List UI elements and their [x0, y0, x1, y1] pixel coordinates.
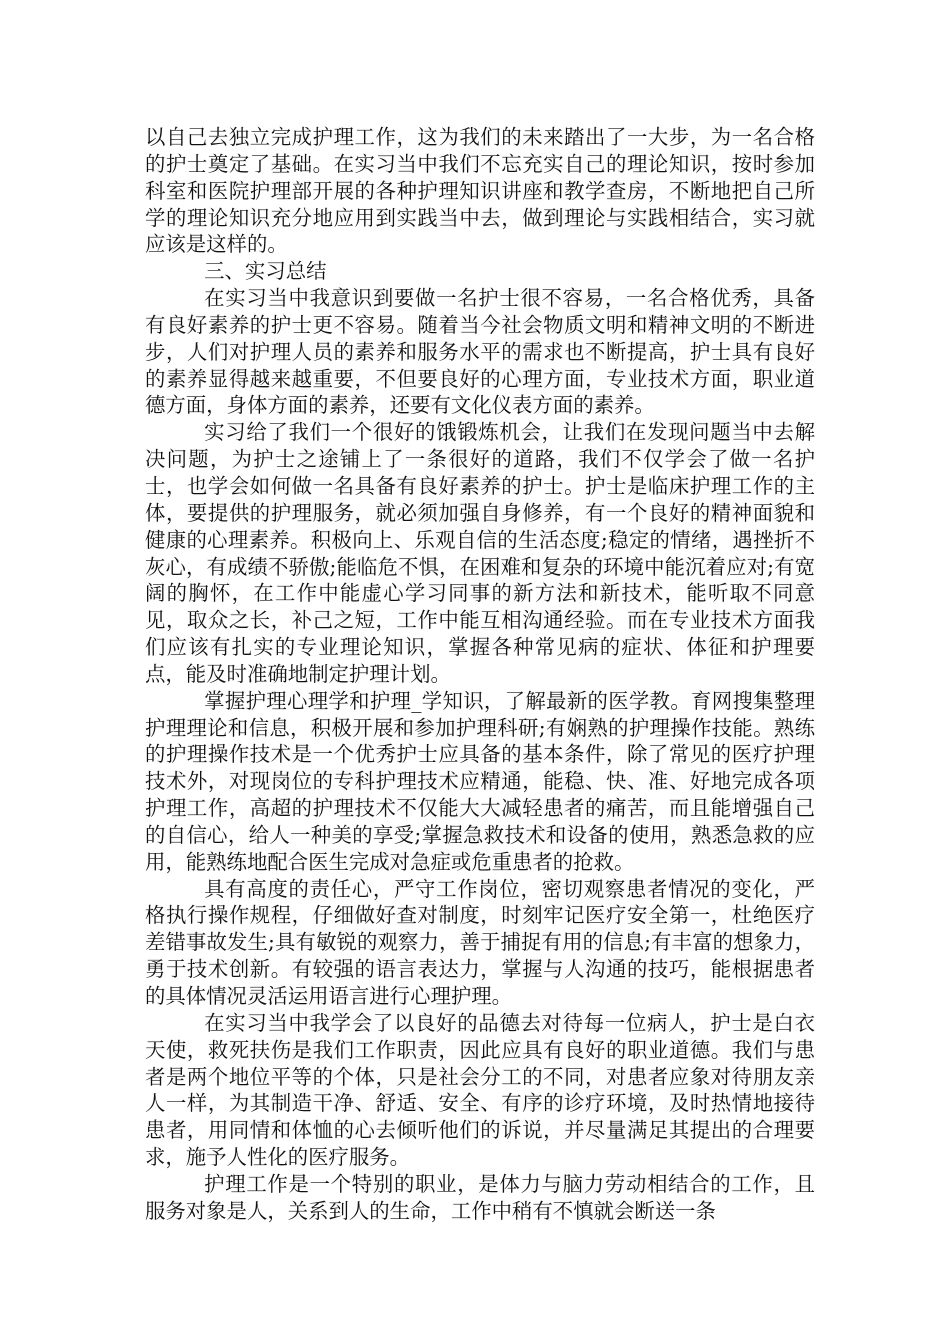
paragraph: 在实习当中我意识到要做一名护士很不容易，一名合格优秀，具备有良好素养的护士更不容易。随着当今社会物质文明和精神文明的不断进步，人们对护理人员的素养和服务水平的需求也不断提高，护士具有良好的素养显得越来越重要，不但要良好的心理方面，专业技术方面，职业道德方面，身体方面的素养，还要有文化仪表方面的素养。	[145, 286, 815, 418]
paragraph-intro: 以自己去独立完成护理工作，这为我们的未来踏出了一大步，为一名合格的护士奠定了基础。在实习当中我们不忘充实自己的理论知识，按时参加科室和医院护理部开展的各种护理知识讲座和教学查房，不断地把自己所学的理论知识充分地应用到实践当中去，做到理论与实践相结合，实习就应该是这样的。	[145, 125, 815, 257]
paragraph: 护理工作是一个特别的职业，是体力与脑力劳动相结合的工作，且服务对象是人，关系到人的生命，工作中稍有不慎就会断送一条	[145, 1171, 815, 1223]
paragraph: 实习给了我们一个很好的饿锻炼机会，让我们在发现问题当中去解决问题，为护士之途铺上了一条很好的道路，我们不仅学会了做一名护士，也学会如何做一名具备有良好素养的护士。护士是临床护理工作的主体，要提供的护理服务，就必须加强自身修养，有一个良好的精神面貌和健康的心理素养。积极向上、乐观自信的生活态度;稳定的情绪，遇挫折不灰心，有成绩不骄傲;能临危不惧，在困难和复杂的环境中能沉着应对;有宽阔的胸怀，在工作中能虚心学习同事的新方法和新技术，能听取不同意见，取众之长，补己之短，工作中能互相沟通经验。而在专业技术方面我们应该有扎实的专业理论知识，掌握各种常见病的症状、体征和护理要点，能及时准确地制定护理计划。	[145, 420, 815, 686]
paragraph: 掌握护理心理学和护理_学知识，了解最新的医学教。育网搜集整理护理理论和信息，积极开展和参加护理科研;有娴熟的护理操作技能。熟练的护理操作技术是一个优秀护士应具备的基本条件，除了常见的医疗护理技术外，对现岗位的专科护理技术应精通，能稳、快、准、好地完成各项护理工作，高超的护理技术不仅能大大减轻患者的痛苦，而且能增强自己的自信心，给人一种美的享受;掌握急救技术和设备的使用，熟悉急救的应用，能熟练地配合医生完成对急症或危重患者的抢救。	[145, 688, 815, 874]
paragraph: 在实习当中我学会了以良好的品德去对待每一位病人，护士是白衣天使，救死扶伤是我们工作职责，因此应具有良好的职业道德。我们与患者是两个地位平等的个体，只是社会分工的不同，对患者应象对待朋友亲人一样，为其制造干净、舒适、安全、有序的诊疗环境，及时热情地接待患者，用同情和体恤的心去倾听他们的诉说，并尽量满足其提出的合理要求，施予人性化的医疗服务。	[145, 1010, 815, 1170]
paragraph: 具有高度的责任心，严守工作岗位，密切观察患者情况的变化，严格执行操作规程，仔细做好查对制度，时刻牢记医疗安全第一，杜绝医疗差错事故发生;具有敏锐的观察力，善于捕捉有用的信息;有丰富的想象力，勇于技术创新。有较强的语言表达力，掌握与人沟通的技巧，能根据患者的具体情况灵活运用语言进行心理护理。	[145, 876, 815, 1008]
section-heading: 三、实习总结	[204, 259, 327, 284]
document-body	[145, 124, 815, 1225]
